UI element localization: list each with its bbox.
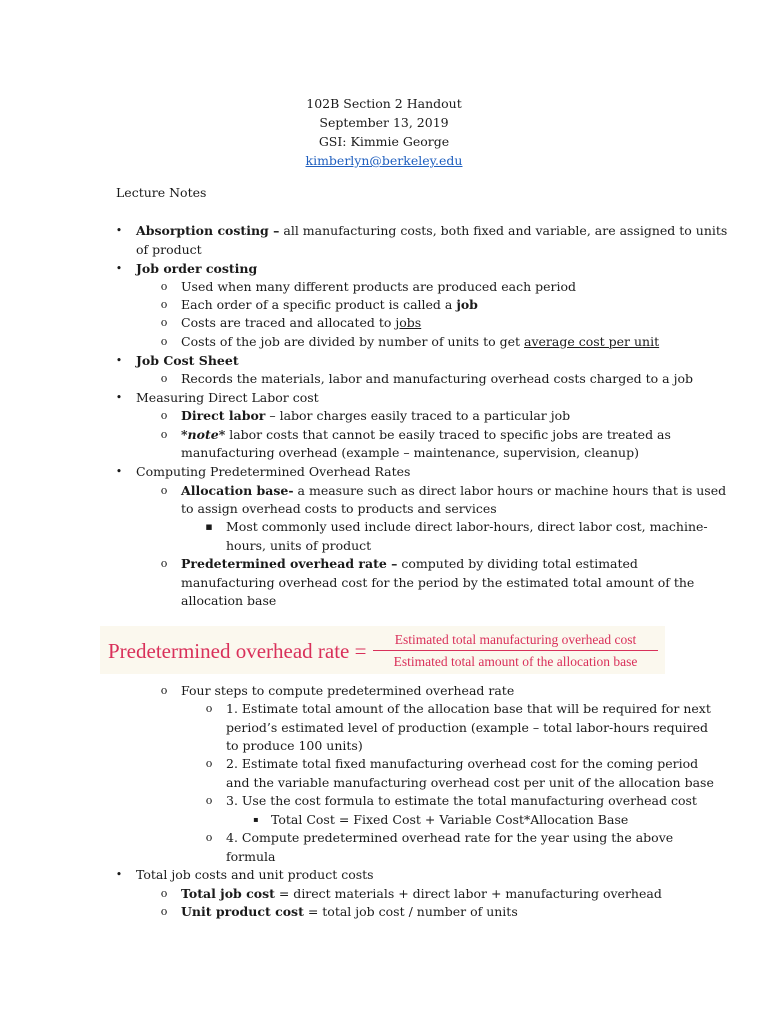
step-4: 4. Compute predetermined overhead rate for the year using the above (226, 830, 674, 845)
bullet-circle: o (160, 905, 168, 918)
totals-heading: Total job costs and unit product costs (136, 867, 374, 882)
bullet-circle: o (205, 794, 213, 807)
por-item: Predetermined overhead rate – computed by dividing total estimated (181, 556, 638, 571)
direct-labor-note: *note* labor costs that cannot be easily traced to specific jobs are treated as (181, 427, 671, 442)
unit-product-cost-item: Unit product cost = total job cost / number of units (181, 904, 518, 919)
four-steps-heading: Four steps to compute predetermined overhead rate (181, 683, 515, 698)
bullet-circle: o (160, 484, 168, 497)
bullet-circle: o (205, 831, 213, 844)
direct-labor-heading: Measuring Direct Labor cost (136, 390, 319, 405)
bullet-square: ▪ (253, 815, 259, 824)
bullet-circle: o (160, 335, 168, 348)
step-2-cont: and the variable manufacturing overhead cost per unit of the allocation base (226, 775, 714, 790)
allocation-base-sub-cont: hours, units of product (226, 538, 372, 553)
job-cost-sheet-heading: Job Cost Sheet (136, 353, 239, 368)
bullet-dot: • (115, 391, 123, 404)
bullet-dot: • (115, 354, 123, 367)
section-title: Lecture Notes (116, 185, 207, 200)
bullet-dot: • (115, 868, 123, 881)
handout-date: September 13, 2019 (319, 115, 449, 130)
job-order-item: Used when many different products are produced each period (181, 279, 577, 294)
bullet-dot: • (115, 465, 123, 478)
direct-labor-note-cont: manufacturing overhead (example – maintenance, supervision, cleanup) (181, 445, 639, 460)
por-cont: manufacturing overhead cost for the period by the estimated total amount of the (181, 575, 695, 590)
handout-header (0, 94, 768, 170)
overhead-rate-formula (100, 626, 665, 674)
total-job-cost-item: Total job cost = direct materials + direct labor + manufacturing overhead (181, 886, 662, 901)
bullet-circle: o (160, 684, 168, 697)
handout-title: 102B Section 2 Handout (306, 96, 462, 111)
allocation-base-item: Allocation base- a measure such as direct labor hours or machine hours that is used (181, 483, 727, 498)
step-3-formula: Total Cost = Fixed Cost + Variable Cost*Allocation Base (271, 812, 629, 827)
job-order-item: Costs of the job are divided by number of units to get average cost per unit (181, 334, 660, 349)
bullet-square: ▪ (205, 520, 213, 533)
bullet-circle: o (205, 757, 213, 770)
formula-lhs: Predetermined overhead rate = (108, 639, 367, 663)
gsi-name: GSI: Kimmie George (318, 134, 450, 149)
bullet-circle: o (160, 409, 168, 422)
direct-labor-item: Direct labor – labor charges easily traced to a particular job (181, 408, 571, 423)
formula-numerator: Estimated total manufacturing overhead cost (394, 632, 637, 647)
gsi-email-link[interactable]: kimberlyn@berkeley.edu (305, 153, 463, 168)
bullet-circle: o (160, 557, 168, 570)
predetermined-heading: Computing Predetermined Overhead Rates (136, 464, 411, 479)
bullet-dot: • (115, 224, 123, 237)
step-4-cont: formula (226, 849, 276, 864)
absorption-costing-item: Absorption costing – all manufacturing costs, both fixed and variable, are assigned to units (136, 223, 728, 238)
allocation-base-sub: Most commonly used include direct labor-hours, direct labor cost, machine- (226, 519, 708, 534)
bullet-circle: o (160, 372, 168, 385)
job-order-item: Costs are traced and allocated to jobs (181, 315, 422, 330)
por-cont: allocation base (181, 593, 277, 608)
bullet-circle: o (160, 428, 168, 441)
job-order-costing-heading: Job order costing (136, 261, 258, 276)
step-1: 1. Estimate total amount of the allocation base that will be required for next (226, 701, 711, 716)
formula-fraction-bar (373, 650, 658, 651)
bullet-circle: o (160, 887, 168, 900)
step-3: 3. Use the cost formula to estimate the total manufacturing overhead cost (226, 793, 697, 808)
job-cost-sheet-item: Records the materials, labor and manufacturing overhead costs charged to a job (181, 371, 694, 386)
allocation-base-cont: to assign overhead costs to products and services (181, 501, 497, 516)
formula-denominator: Estimated total amount of the allocation base (393, 654, 638, 669)
bullet-circle: o (160, 298, 168, 311)
bullet-circle: o (205, 702, 213, 715)
step-2: 2. Estimate total fixed manufacturing overhead cost for the coming period (226, 756, 699, 771)
absorption-costing-cont: of product (136, 242, 202, 257)
bullet-circle: o (160, 280, 168, 293)
step-1-cont: to produce 100 units) (226, 738, 363, 753)
job-order-item: Each order of a specific product is called a job (181, 297, 478, 312)
step-1-cont: period’s estimated level of production (example – total labor-hours required (226, 720, 709, 735)
bullet-circle: o (160, 316, 168, 329)
bullet-dot: • (115, 262, 123, 275)
